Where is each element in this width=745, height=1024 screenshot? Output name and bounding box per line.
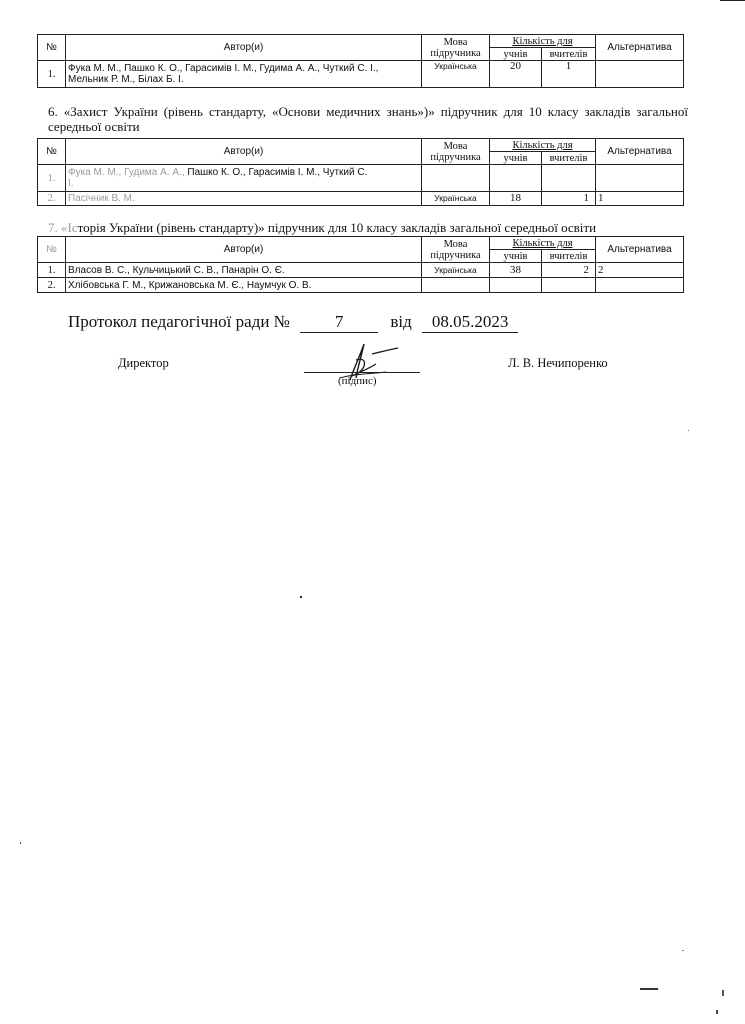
row-authors: Фука М. М., Пашко К. О., Гарасимів І. М., Гудима А. А., Чуткий С. І., Мельник Р. М., Білах Б. І. <box>66 61 422 88</box>
signature-caption: (підпис) <box>338 375 377 387</box>
header-num: № <box>38 35 66 61</box>
row-authors: Хлібовська Г. М., Крижановська М. Є., Наумчук О. В. <box>66 278 422 293</box>
row-num: 2. <box>38 278 66 293</box>
row-language: Українська <box>422 263 490 278</box>
row-alternative: 1 <box>596 192 684 206</box>
director-label: Директор <box>118 356 169 370</box>
header-students: учнів <box>490 48 542 61</box>
protocol-label: Протокол педагогічної ради № <box>68 312 290 331</box>
row-teachers: 1 <box>542 61 596 88</box>
header-language: Мова підручника <box>422 139 490 165</box>
row-students: 20 <box>490 61 542 88</box>
row-num: 1. <box>38 263 66 278</box>
header-author: Автор(и) <box>66 139 422 165</box>
header-num: № <box>38 237 66 263</box>
signer-name: Л. В. Нечипоренко <box>508 356 608 370</box>
row-teachers: 2 <box>542 263 596 278</box>
row-students: 38 <box>490 263 542 278</box>
row-language: Українська <box>422 192 490 206</box>
header-num: № <box>38 139 66 165</box>
row-alternative: 2 <box>596 263 684 278</box>
row-teachers: 1 <box>542 192 596 206</box>
header-teachers: вчителів <box>542 250 596 263</box>
row-language: Українська <box>422 61 490 88</box>
header-alternative: Альтернатива <box>596 139 684 165</box>
header-students: учнів <box>490 152 542 165</box>
header-count: Кількість для <box>490 139 596 152</box>
header-alternative: Альтернатива <box>596 237 684 263</box>
row-num: 1. <box>38 61 66 88</box>
row-students: 18 <box>490 192 542 206</box>
protocol-from-label: від <box>390 312 412 331</box>
header-students: учнів <box>490 250 542 263</box>
row-authors: Пасічник В. М. <box>66 192 422 206</box>
row-authors: Власов В. С., Кульчицький С. В., Панарін О. Є. <box>66 263 422 278</box>
protocol-number: 7 <box>300 312 378 333</box>
header-count: Кількість для <box>490 237 596 250</box>
header-author: Автор(и) <box>66 35 422 61</box>
header-author: Автор(и) <box>66 237 422 263</box>
header-teachers: вчителів <box>542 152 596 165</box>
header-teachers: вчителів <box>542 48 596 61</box>
header-language: Мова підручника <box>422 35 490 61</box>
section-7-title: 7. «Історія України (рівень стандарту)» підручник для 10 класу закладів загальної середньої освіти <box>48 220 597 235</box>
header-language: Мова підручника <box>422 237 490 263</box>
header-alternative: Альтернатива <box>596 35 684 61</box>
header-count: Кількість для <box>490 35 596 48</box>
row-num: 2. <box>38 192 66 206</box>
row-num: 1. <box>38 165 66 192</box>
row-authors: Фука М. М., Гудима А. А., Пашко К. О., Гарасимів І. М., Чуткий С. І. <box>66 165 422 192</box>
protocol-date: 08.05.2023 <box>422 312 518 333</box>
section-6-title: 6. «Захист України (рівень стандарту, «Основи медичних знань»)» підручник для 10 класу закладів загальної середньої освіти <box>48 104 688 134</box>
